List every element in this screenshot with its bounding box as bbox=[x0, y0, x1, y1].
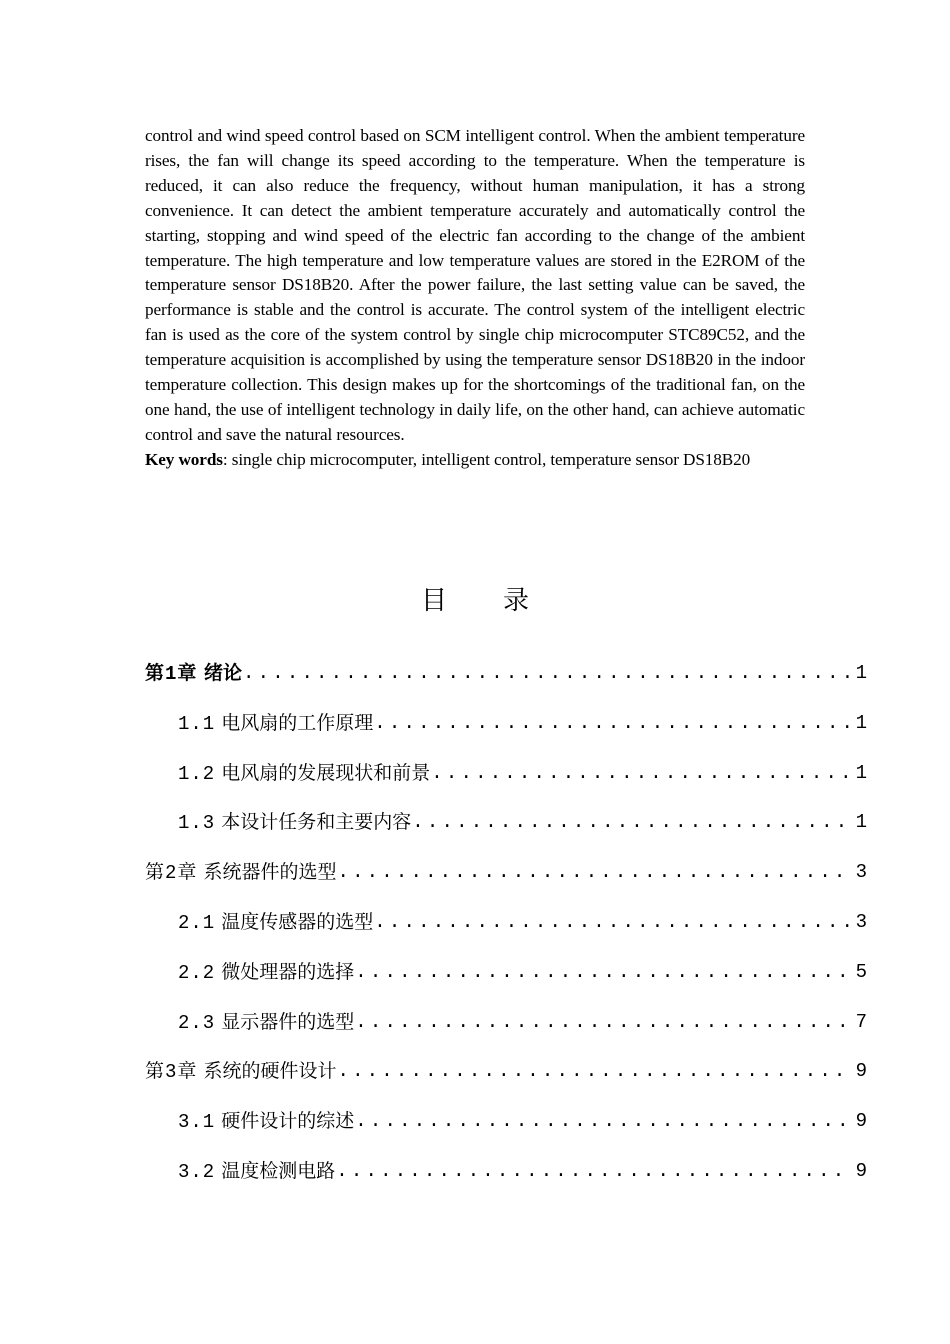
toc-entry-title: 硬件设计的综述 bbox=[221, 1110, 355, 1133]
toc-entry-number: 1.2 bbox=[178, 762, 216, 785]
toc-entry[interactable] bbox=[145, 1004, 867, 1054]
abstract-body: control and wind speed control based on SCM intelligent control. When the ambient temperature rises, the fan will change its speed according to the temperature. When the temperature is reduced, it can also reduce the frequency, without human manipulation, it has a strong convenience. It can detect the ambient temperature accurately and automatically control the starting, stopping and wind speed of the electric fan according to the change of the ambient temperature. The high temperature and low temperature values are stored in the E2ROM of the temperature sensor DS18B20. After the power failure, the last setting value can be saved, the performance is stable and the control is accurate. The control system of the intelligent electric fan is used as the core of the system control by single chip microcomputer STC89C52, and the temperature acquisition is accomplished by using the temperature sensor DS18B20 in the indoor temperature collection. This design makes up for the shortcomings of the traditional fan, on the one hand, the use of intelligent technology in daily life, on the other hand, can achieve automatic control and save the natural resources. bbox=[145, 126, 805, 444]
toc-entry-number: 第3章 bbox=[145, 1061, 198, 1084]
toc-leader-dots bbox=[336, 1153, 851, 1189]
toc-entry-title: 本设计任务和主要内容 bbox=[221, 811, 412, 834]
toc-entry-page: 1 bbox=[852, 655, 867, 691]
toc-entry-number: 2.1 bbox=[178, 911, 216, 934]
toc-leader-dots bbox=[355, 1004, 851, 1040]
toc-leader-dots bbox=[355, 954, 851, 990]
toc-entry[interactable] bbox=[145, 804, 867, 854]
toc-entry-title: 电风扇的工作原理 bbox=[221, 711, 374, 734]
keywords-label: Key words bbox=[145, 449, 223, 469]
english-abstract bbox=[145, 124, 805, 473]
toc-entry-title: 微处理器的选择 bbox=[221, 960, 355, 983]
toc-entry[interactable] bbox=[145, 655, 867, 705]
toc-entry-number: 3.1 bbox=[178, 1111, 216, 1134]
toc-entry-title: 温度检测电路 bbox=[221, 1159, 336, 1182]
toc-entry-number: 3.2 bbox=[178, 1160, 216, 1183]
toc-entry[interactable] bbox=[145, 1053, 867, 1103]
toc-entry-number: 1.3 bbox=[178, 812, 216, 835]
toc-entry[interactable] bbox=[145, 1103, 867, 1153]
toc-entry[interactable] bbox=[145, 904, 867, 954]
toc-leader-dots bbox=[374, 705, 851, 741]
toc-entry[interactable] bbox=[145, 854, 867, 904]
toc-leader-dots bbox=[243, 655, 852, 691]
toc-entry-title: 系统的硬件设计 bbox=[203, 1060, 337, 1083]
toc-leader-dots bbox=[337, 854, 851, 890]
toc-entry-page: 7 bbox=[852, 1004, 867, 1040]
toc-entry-number: 第1章 bbox=[145, 663, 198, 685]
toc-leader-dots bbox=[337, 1053, 851, 1089]
toc-leader-dots bbox=[355, 1103, 851, 1139]
toc-leader-dots bbox=[431, 755, 851, 791]
toc-entry-title: 显示器件的选型 bbox=[221, 1010, 355, 1033]
toc-entry-number: 2.3 bbox=[178, 1011, 216, 1034]
toc-entry-page: 3 bbox=[852, 904, 867, 940]
toc-entry-page: 9 bbox=[852, 1153, 867, 1189]
toc-entry-page: 5 bbox=[852, 954, 867, 990]
keywords-line bbox=[145, 448, 805, 473]
toc-entry-title: 电风扇的发展现状和前景 bbox=[221, 761, 431, 784]
toc-entry[interactable] bbox=[145, 705, 867, 755]
table-of-contents bbox=[145, 655, 867, 1203]
keywords-text: : single chip microcomputer, intelligent control, temperature sensor DS18B20 bbox=[222, 449, 751, 469]
toc-entry[interactable] bbox=[145, 954, 867, 1004]
toc-entry-title: 系统器件的选型 bbox=[203, 861, 337, 884]
toc-entry-title: 温度传感器的选型 bbox=[221, 910, 374, 933]
toc-entry-number: 2.2 bbox=[178, 961, 216, 984]
toc-entry[interactable] bbox=[145, 755, 867, 805]
toc-leader-dots bbox=[412, 804, 851, 840]
toc-entry-page: 1 bbox=[852, 804, 867, 840]
toc-entry-page: 3 bbox=[852, 854, 867, 890]
toc-entry[interactable] bbox=[145, 1153, 867, 1203]
toc-entry-page: 1 bbox=[852, 705, 867, 741]
toc-entry-page: 1 bbox=[852, 755, 867, 791]
toc-leader-dots bbox=[374, 904, 851, 940]
toc-title: 目录 bbox=[420, 586, 585, 616]
toc-entry-page: 9 bbox=[852, 1103, 867, 1139]
toc-entry-title: 绪论 bbox=[204, 662, 243, 684]
toc-entry-number: 1.1 bbox=[178, 712, 216, 735]
toc-entry-page: 9 bbox=[852, 1053, 867, 1089]
toc-entry-number: 第2章 bbox=[145, 862, 198, 885]
